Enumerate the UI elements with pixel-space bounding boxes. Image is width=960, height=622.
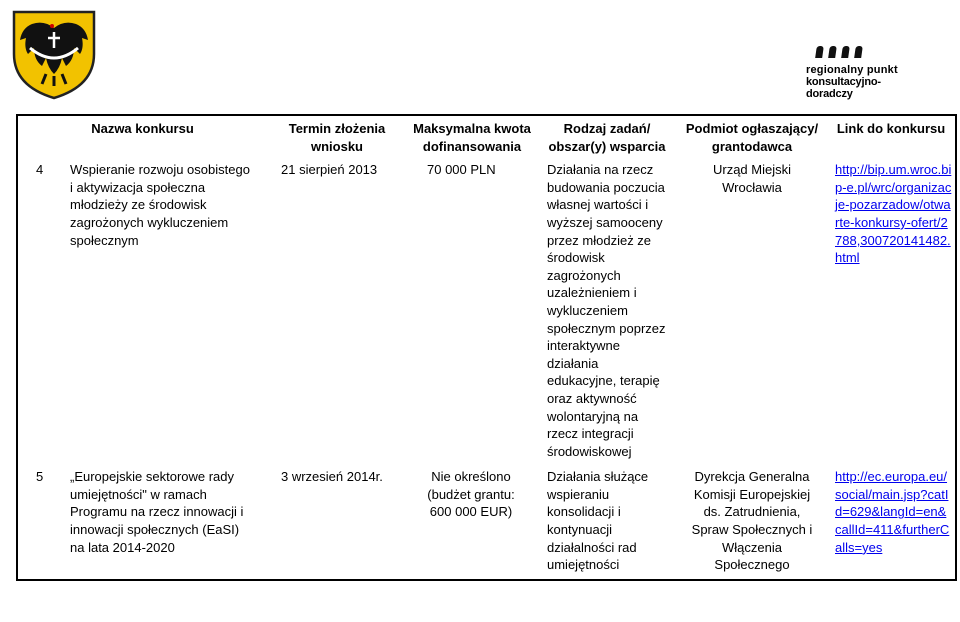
row-amount: Nie określono (budżet grantu: 600 000 EUR)	[427, 469, 515, 520]
row-name: Wspieranie rozwoju osobistego i aktywizacja społeczna młodzieży ze środowisk zagrożonych wykluczeniem społecznym	[70, 162, 250, 248]
col-header-deadline: Termin złożenia wniosku	[288, 121, 386, 154]
rpk-logo	[806, 46, 926, 100]
silesia-eagle-crest-icon	[8, 8, 100, 100]
row-link[interactable]: http://bip.um.wroc.bip-e.pl/wrc/organizacje-pozarzadow/otwarte-konkursy-ofert/2788,300720141482.html	[835, 162, 952, 266]
row-scope: Działania służące wspieraniu konsolidacji i kontynuacji działalności rad umiejętności	[547, 469, 649, 573]
row-name: „Europejskie sektorowe rady umiejętności" w ramach Programu na rzecz innowacji i innowacji społecznych (EaSI) na lata 2014-2020	[70, 469, 244, 555]
row-number: 4	[36, 162, 44, 178]
col-header-organizer: Podmiot ogłaszający/ grantodawca	[685, 121, 819, 154]
col-header-scope: Rodzaj zadań/ obszar(y) wsparcia	[548, 121, 666, 154]
row-link-cell	[827, 157, 956, 462]
row-name-cell	[17, 157, 267, 462]
row-scope: Działania na rzecz budowania poczucia własnej wartości i wyższej samooceny przez młodzież ze środowisk zagrożonych uzależnieniem i wykluczeniem społecznym poprzez interaktywne działania edukacyjne, terapię oraz aktywność wolontaryjną na rzecz integracji środowiskowej	[547, 162, 666, 459]
table-row	[17, 157, 956, 462]
row-deadline: 21 sierpień 2013	[281, 162, 378, 178]
rpk-logo-line2: konsultacyjno-doradczy	[806, 76, 881, 100]
row-link[interactable]: http://ec.europa.eu/social/main.jsp?catId=629&langId=en&callId=411&furtherCalls=yes	[835, 469, 950, 555]
col-header-name: Nazwa konkursu	[17, 115, 267, 157]
row-amount: 70 000 PLN	[427, 162, 496, 178]
rpk-logo-line1: regionalny punkt	[806, 64, 898, 76]
row-link-cell	[827, 462, 956, 580]
table-header-row	[17, 115, 956, 157]
table-row	[17, 462, 956, 580]
col-header-amount: Maksymalna kwota dofinansowania	[413, 121, 531, 154]
row-deadline: 3 wrzesień 2014r.	[281, 469, 383, 485]
row-organizer: Urząd Miejski Wrocławia	[712, 162, 791, 195]
rpk-logo-mark	[816, 46, 926, 58]
row-name-cell	[17, 462, 267, 580]
competition-table	[16, 114, 957, 581]
col-header-link: Link do konkursu	[827, 115, 956, 157]
row-number: 5	[36, 469, 44, 485]
row-organizer: Dyrekcja Generalna Komisji Europejskiej ds. Zatrudnienia, Spraw Społecznych i Włączenia Społecznego	[691, 469, 813, 573]
